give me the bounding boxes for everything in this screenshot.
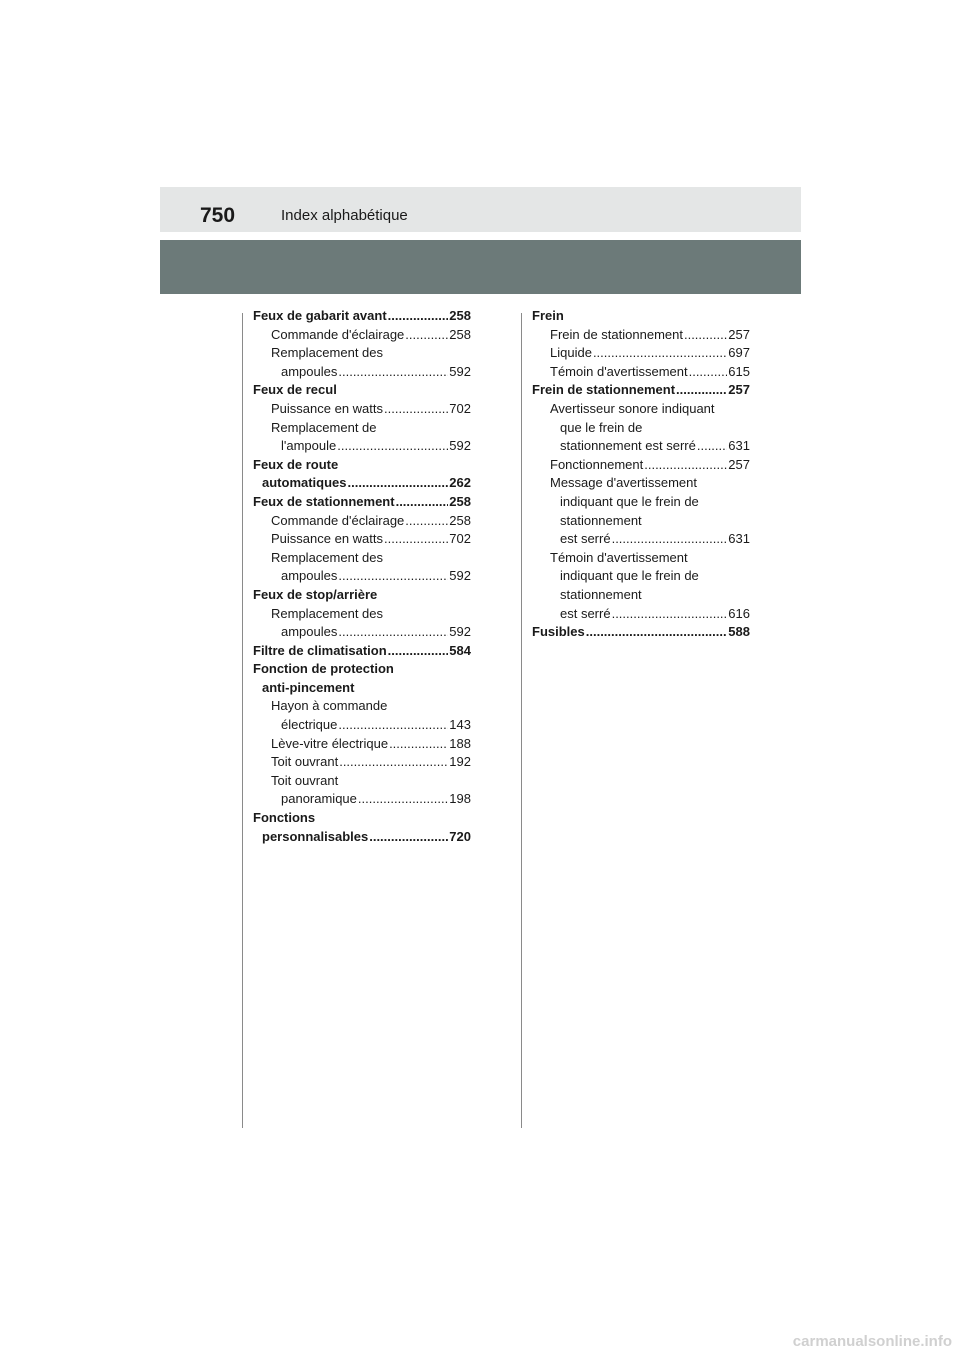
index-entry: Fonction de protection bbox=[253, 661, 394, 677]
dot-leader bbox=[644, 456, 727, 475]
index-entry-page: 616 bbox=[728, 605, 750, 621]
index-entry: Feux de recul bbox=[253, 382, 337, 398]
index-entry-page: 258 bbox=[449, 512, 471, 528]
index-entry: Témoin d'avertissement bbox=[550, 549, 688, 565]
index-entry: Feux de stop/arrière bbox=[253, 586, 378, 602]
dot-leader bbox=[689, 363, 728, 382]
index-entry bbox=[253, 512, 471, 531]
index-entry-term: Filtre de climatisation bbox=[253, 642, 387, 658]
index-entry bbox=[253, 326, 471, 345]
index-entry: stationnement bbox=[560, 512, 642, 528]
index-entry-term: est serré bbox=[560, 605, 611, 621]
index-entry-page: 702 bbox=[449, 531, 471, 547]
index-entry-term: Fonctionnement bbox=[550, 456, 644, 472]
dot-leader bbox=[384, 530, 448, 549]
index-entry-term: personnalisables bbox=[262, 828, 369, 844]
index-entry-term: Frein de stationnement bbox=[532, 382, 676, 398]
index-entry: anti-pincement bbox=[262, 679, 355, 695]
header-bar bbox=[160, 187, 801, 232]
index-entry-term: Témoin d'avertissement bbox=[550, 363, 688, 379]
index-entry bbox=[253, 493, 471, 512]
section-banner bbox=[160, 240, 801, 294]
index-entry-page: 257 bbox=[728, 456, 750, 472]
index-entry-page: 631 bbox=[728, 531, 750, 547]
index-entry bbox=[253, 716, 471, 735]
index-entry bbox=[253, 753, 471, 772]
index-entry bbox=[253, 437, 471, 456]
index-entry-page: 588 bbox=[728, 624, 750, 640]
index-entry-term: électrique bbox=[281, 717, 338, 733]
index-entry-term: ampoules bbox=[281, 624, 338, 640]
index-entry bbox=[253, 474, 471, 493]
index-entry-term: Fusibles bbox=[532, 624, 585, 640]
index-entry bbox=[253, 567, 471, 586]
index-entry-page: 592 bbox=[449, 624, 471, 640]
index-entry-page: 262 bbox=[449, 475, 471, 491]
dot-leader bbox=[338, 363, 448, 382]
index-entry bbox=[253, 400, 471, 419]
dot-leader bbox=[337, 437, 448, 456]
index-entry: Message d'avertissement bbox=[550, 475, 697, 491]
index-entry-term: est serré bbox=[560, 531, 611, 547]
index-entry-term: Feux de stationnement bbox=[253, 493, 395, 509]
index-entry: indiquant que le frein de bbox=[560, 568, 699, 584]
index-entry-page: 631 bbox=[728, 438, 750, 454]
index-entry-term: Commande d'éclairage bbox=[271, 512, 405, 528]
index-entry bbox=[253, 307, 471, 326]
index-entry-term: Puissance en watts bbox=[271, 531, 384, 547]
dot-leader bbox=[338, 716, 448, 735]
index-entry-page: 592 bbox=[449, 568, 471, 584]
dot-leader bbox=[358, 790, 448, 809]
index-entry-page: 592 bbox=[449, 438, 471, 454]
index-entry bbox=[532, 437, 750, 456]
index-entry bbox=[532, 326, 750, 345]
right-column-rule bbox=[521, 313, 522, 1128]
dot-leader bbox=[405, 512, 448, 531]
dot-leader bbox=[338, 567, 448, 586]
index-entry: que le frein de bbox=[560, 419, 643, 435]
index-entry bbox=[532, 605, 750, 624]
index-entry-page: 702 bbox=[449, 400, 471, 416]
index-entry bbox=[253, 623, 471, 642]
index-entry: Remplacement des bbox=[271, 549, 383, 565]
index-entry: Avertisseur sonore indiquant bbox=[550, 400, 715, 416]
dot-leader bbox=[684, 326, 727, 345]
index-entry bbox=[253, 642, 471, 661]
dot-leader bbox=[339, 753, 448, 772]
index-entry bbox=[532, 344, 750, 363]
index-entry bbox=[253, 530, 471, 549]
index-entry-page: 584 bbox=[449, 642, 471, 658]
index-entry: Fonctions bbox=[253, 810, 316, 826]
watermark: carmanualsonline.info bbox=[792, 1333, 952, 1350]
dot-leader bbox=[612, 530, 728, 549]
index-column-left bbox=[253, 307, 471, 846]
index-entry-page: 257 bbox=[728, 382, 750, 398]
dot-leader bbox=[676, 381, 727, 400]
index-entry-term: ampoules bbox=[281, 363, 338, 379]
index-entry bbox=[253, 735, 471, 754]
left-column-rule bbox=[242, 313, 243, 1128]
index-entry-page: 615 bbox=[728, 363, 750, 379]
index-entry: stationnement bbox=[560, 586, 642, 602]
index-entry: indiquant que le frein de bbox=[560, 493, 699, 509]
index-entry: Frein bbox=[532, 308, 564, 323]
dot-leader bbox=[348, 474, 449, 493]
index-entry bbox=[253, 363, 471, 382]
dot-leader bbox=[388, 307, 449, 326]
index-entry-term: l'ampoule bbox=[281, 438, 337, 454]
dot-leader bbox=[388, 642, 449, 661]
dot-leader bbox=[389, 735, 448, 754]
index-entry: Feux de route bbox=[253, 456, 339, 472]
index-entry-page: 697 bbox=[728, 345, 750, 361]
index-entry-term: Feux de gabarit avant bbox=[253, 308, 387, 323]
dot-leader bbox=[612, 605, 728, 624]
section-title: Index alphabétique bbox=[281, 207, 408, 224]
index-entry: Toit ouvrant bbox=[271, 772, 339, 788]
index-entry-page: 720 bbox=[449, 828, 471, 844]
dot-leader bbox=[586, 623, 728, 642]
index-entry-term: panoramique bbox=[281, 791, 357, 807]
index-entry-page: 258 bbox=[449, 326, 471, 342]
index-entry-term: Commande d'éclairage bbox=[271, 326, 405, 342]
index-entry bbox=[253, 828, 471, 847]
index-entry bbox=[532, 456, 750, 475]
dot-leader bbox=[384, 400, 448, 419]
index-entry-page: 188 bbox=[449, 735, 471, 751]
index-entry: Remplacement des bbox=[271, 605, 383, 621]
index-entry-page: 198 bbox=[449, 791, 471, 807]
dot-leader bbox=[405, 326, 448, 345]
index-entry-term: Lève-vitre électrique bbox=[271, 735, 389, 751]
index-entry-term: Puissance en watts bbox=[271, 400, 384, 416]
index-entry-page: 258 bbox=[449, 308, 471, 323]
index-entry-page: 192 bbox=[449, 754, 471, 770]
index-entry-term: Liquide bbox=[550, 345, 592, 361]
index-entry-term: automatiques bbox=[262, 475, 347, 491]
dot-leader bbox=[369, 828, 448, 847]
index-column-right bbox=[532, 307, 750, 642]
dot-leader bbox=[593, 344, 727, 363]
index-entry bbox=[532, 623, 750, 642]
index-entry: Remplacement de bbox=[271, 419, 377, 435]
index-entry bbox=[532, 363, 750, 382]
index-entry: Hayon à commande bbox=[271, 698, 388, 714]
index-entry-term: Frein de stationnement bbox=[550, 326, 683, 342]
page-number: 750 bbox=[200, 204, 236, 227]
index-entry: Remplacement des bbox=[271, 345, 383, 361]
dot-leader bbox=[396, 493, 449, 512]
index-entry-page: 143 bbox=[449, 717, 471, 733]
index-entry bbox=[532, 530, 750, 549]
index-entry-page: 592 bbox=[449, 363, 471, 379]
index-entry-term: ampoules bbox=[281, 568, 338, 584]
index-entry bbox=[253, 790, 471, 809]
index-entry-page: 257 bbox=[728, 326, 750, 342]
index-entry-page: 258 bbox=[449, 493, 471, 509]
dot-leader bbox=[338, 623, 448, 642]
index-entry-term: stationnement est serré bbox=[560, 438, 696, 454]
dot-leader bbox=[697, 437, 727, 456]
index-entry bbox=[532, 381, 750, 400]
index-entry-term: Toit ouvrant bbox=[271, 754, 339, 770]
